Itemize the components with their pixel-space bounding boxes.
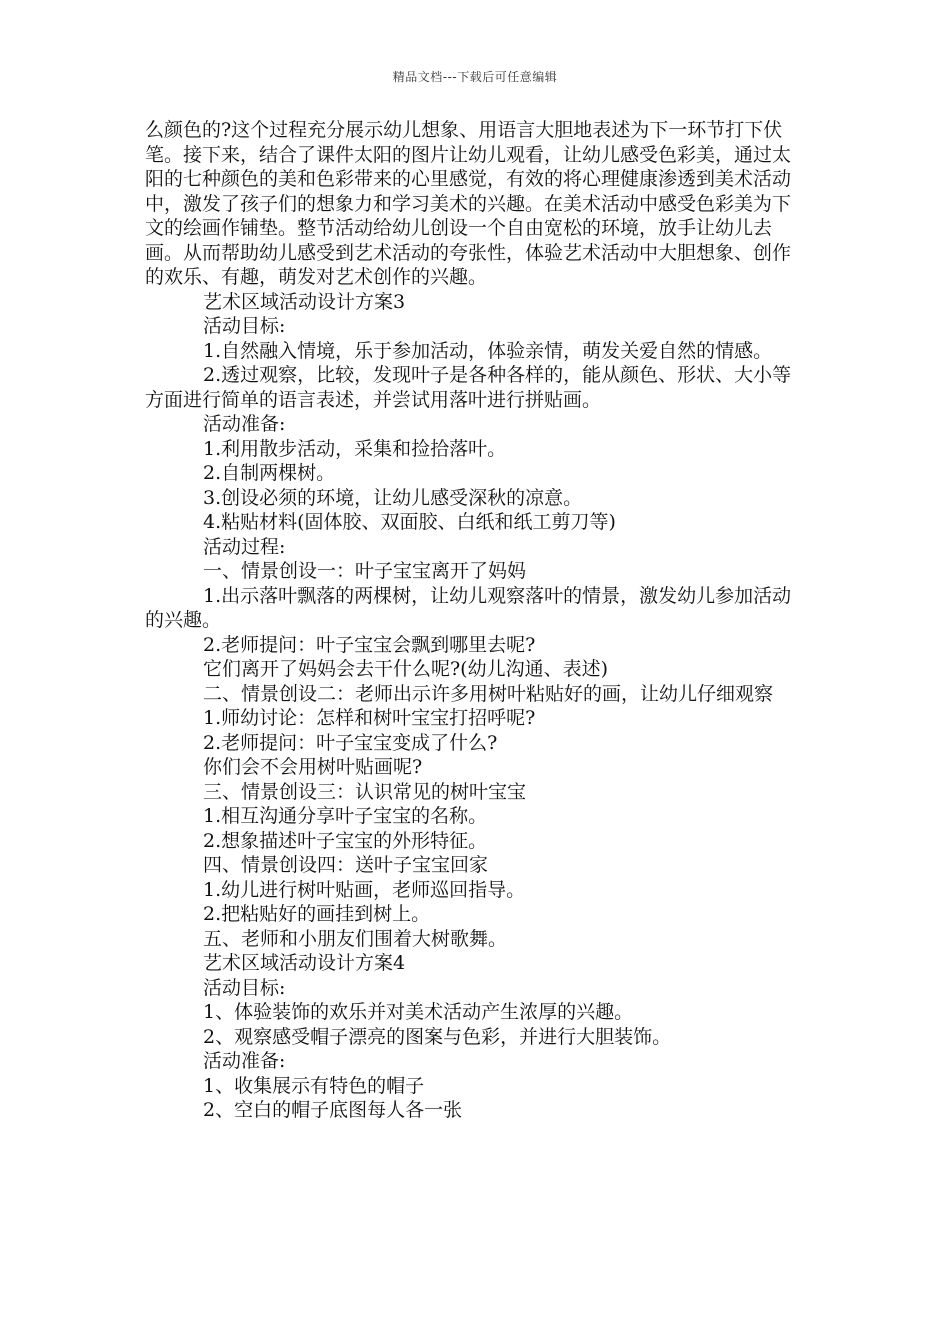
paragraph: 1.利用散步活动，采集和捡拾落叶。 [203,437,507,460]
paragraph: 1.相互沟通分享叶子宝宝的名称。 [203,805,488,827]
paragraph: 2.自制两棵树。 [203,462,336,484]
paragraph: 活动目标: [203,976,286,999]
paragraph: 一、情景创设一：叶子宝宝离开了妈妈 [203,560,527,582]
paragraph: 4.粘贴材料(固体胶、双面胶、白纸和纸工剪刀等) [203,511,616,533]
paragraph: 活动过程: [203,535,286,558]
paragraph: 2.透过观察，比较，发现叶子是各种各样的，能从颜色、形状、大小等方面进行简单的语言表述，并尝试用落叶进行拼贴画。 [145,364,792,411]
paragraph: 四、情景创设四：送叶子宝宝回家 [203,854,489,876]
paragraph: 3.创设必须的环境，让幼儿感受深秋的凉意。 [203,486,583,509]
paragraph: 活动目标: [203,315,286,337]
paragraph: 1.出示落叶飘落的两棵树，让幼儿观察落叶的情景，激发幼儿参加活动的兴趣。 [145,584,792,631]
paragraph: 2、空白的帽子底图每人各一张 [203,1099,463,1121]
paragraph: 2.老师提问：叶子宝宝变成了什么? [203,731,498,754]
paragraph: 三、情景创设三：认识常见的树叶宝宝 [203,780,527,803]
paragraph: 1.幼儿进行树叶贴画，老师巡回指导。 [203,878,526,901]
paragraph: 2.把粘贴好的画挂到树上。 [203,903,431,925]
paragraph: 2.想象描述叶子宝宝的外形特征。 [203,829,488,852]
paragraph: 么颜色的?这个过程充分展示幼儿想象、用语言大胆地表述为下一环节打下伏笔。接下来，结合了课件太阳的图片让幼儿观看，让幼儿感受色彩美，通过太阳的七种颜色的美和色彩带来的心里感觉，有效的将心理健康渗透到美术活动中，激发了孩子们的想象力和学习美术的兴趣。在美术活动中感受色彩美为下文的绘画作铺垫。整节活动给幼儿创设一个自由宽松的环境，放手让幼儿去画。从而帮助幼儿感受到艺术活动的夸张性，体验艺术活动中大胆想象、创作的欢乐、有趣，萌发对艺术创作的兴趣。 [145,119,792,288]
paragraph: 1.师幼讨论：怎样和树叶宝宝打招呼呢? [203,707,536,729]
document-body [145,118,805,1123]
paragraph: 2.老师提问：叶子宝宝会飘到哪里去呢? [203,633,536,656]
paragraph: 艺术区域活动设计方案4 [203,952,406,974]
paragraph: 1、体验装饰的欢乐并对美术活动产生浓厚的兴趣。 [203,1001,634,1023]
paragraph: 活动准备: [203,413,286,435]
paragraph: 1、收集展示有特色的帽子 [203,1074,425,1097]
paragraph: 艺术区域活动设计方案3 [203,290,406,313]
page-header: 精品文档---下载后可任意编辑 [392,70,558,84]
paragraph: 二、情景创设二：老师出示许多用树叶粘贴好的画，让幼儿仔细观察 [203,682,774,705]
paragraph: 你们会不会用树叶贴画呢? [203,756,423,778]
paragraph: 1.自然融入情境，乐于参加活动，体验亲情，萌发关爱自然的情感。 [203,339,773,362]
paragraph: 2、观察感受帽子漂亮的图案与色彩，并进行大胆装饰。 [203,1025,672,1048]
paragraph: 五、老师和小朋友们围着大树歌舞。 [203,927,508,950]
paragraph: 活动准备: [203,1050,286,1072]
paragraph: 它们离开了妈妈会去干什么呢?(幼儿沟通、表述) [203,658,609,680]
